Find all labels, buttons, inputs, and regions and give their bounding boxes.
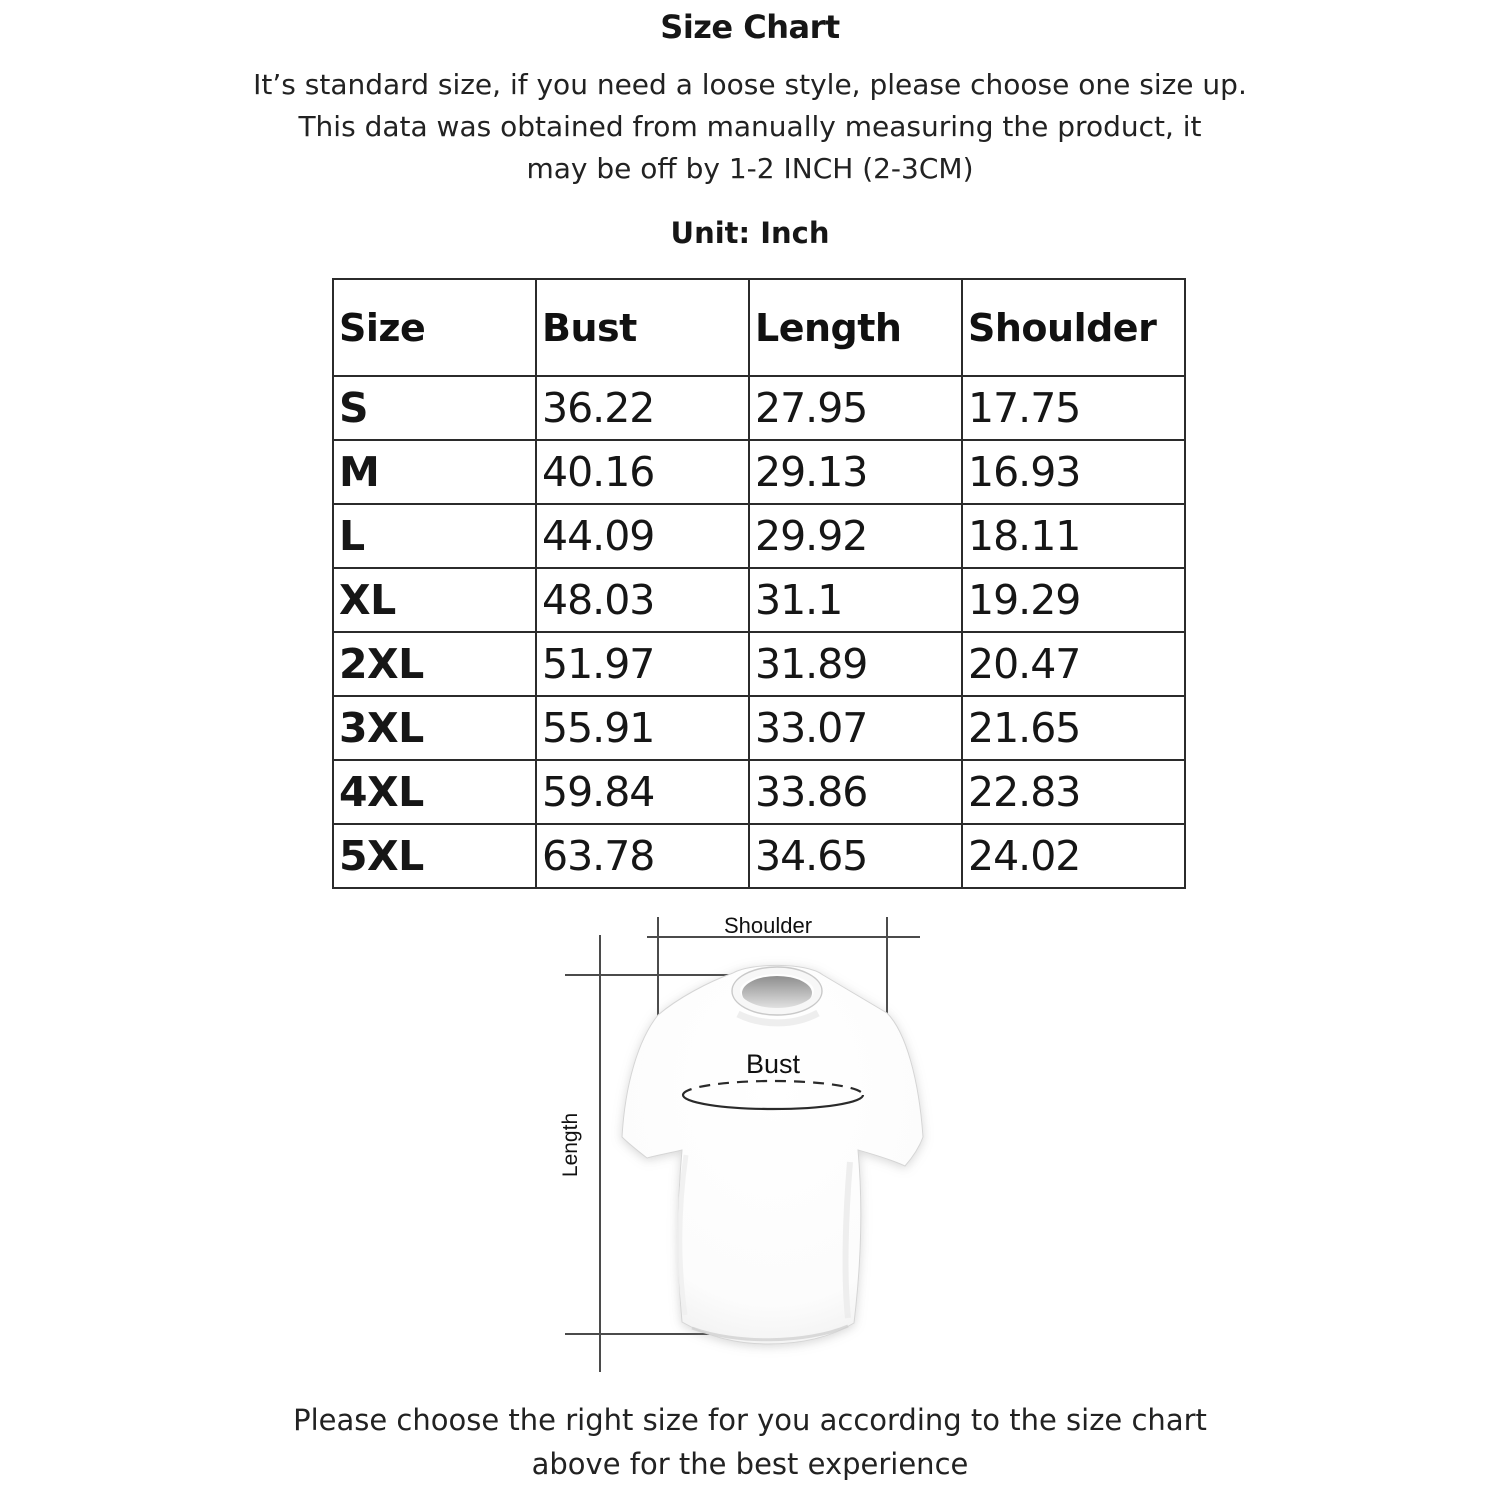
shoulder-cell: 24.02: [962, 824, 1185, 888]
size-cell: 5XL: [333, 824, 536, 888]
size-cell: 3XL: [333, 696, 536, 760]
table-row: [333, 440, 1185, 504]
size-note-line: It’s standard size, if you need a loose style, please choose one size up.: [253, 68, 1247, 101]
length-cell: 27.95: [749, 376, 962, 440]
length-cell: 29.92: [749, 504, 962, 568]
size-cell: 2XL: [333, 632, 536, 696]
bust-cell: 44.09: [536, 504, 749, 568]
bust-label: Bust: [745, 1049, 801, 1079]
footer-note-line: Please choose the right size for you according to the size chart: [293, 1403, 1207, 1437]
table-row: [333, 504, 1185, 568]
table-row: [333, 376, 1185, 440]
size-cell: M: [333, 440, 536, 504]
size-cell: XL: [333, 568, 536, 632]
unit-label: Unit: Inch: [670, 216, 830, 250]
shoulder-cell: 17.75: [962, 376, 1185, 440]
bust-cell: 48.03: [536, 568, 749, 632]
col-header-bust: Bust: [536, 279, 749, 376]
shoulder-cell: 18.11: [962, 504, 1185, 568]
length-cell: 34.65: [749, 824, 962, 888]
length-cell: 29.13: [749, 440, 962, 504]
size-note: [0, 64, 1500, 190]
length-cell: 33.07: [749, 696, 962, 760]
table-row: [333, 760, 1185, 824]
shoulder-cell: 22.83: [962, 760, 1185, 824]
size-cell: 4XL: [333, 760, 536, 824]
footer-note-line: above for the best experience: [531, 1447, 969, 1481]
shoulder-cell: 19.29: [962, 568, 1185, 632]
length-label: Length: [559, 1112, 582, 1178]
size-note-line: may be off by 1-2 INCH (2-3CM): [526, 152, 974, 185]
size-cell: L: [333, 504, 536, 568]
length-cell: 31.89: [749, 632, 962, 696]
shoulder-cell: 20.47: [962, 632, 1185, 696]
bust-cell: 63.78: [536, 824, 749, 888]
size-table: [332, 278, 1186, 889]
bust-cell: 40.16: [536, 440, 749, 504]
shoulder-label: Shoulder: [723, 913, 813, 938]
measurement-diagram: [550, 900, 1010, 1390]
col-header-shoulder: Shoulder: [962, 279, 1185, 376]
shoulder-cell: 21.65: [962, 696, 1185, 760]
table-row: [333, 824, 1185, 888]
table-row: [333, 632, 1185, 696]
table-header-row: [333, 279, 1185, 376]
size-note-line: This data was obtained from manually measuring the product, it: [298, 110, 1202, 143]
footer-note: [0, 1398, 1500, 1486]
bust-cell: 55.91: [536, 696, 749, 760]
length-cell: 31.1: [749, 568, 962, 632]
table-row: [333, 696, 1185, 760]
table-row: [333, 568, 1185, 632]
col-header-length: Length: [749, 279, 962, 376]
size-cell: S: [333, 376, 536, 440]
col-header-size: Size: [333, 279, 536, 376]
bust-cell: 36.22: [536, 376, 749, 440]
length-cell: 33.86: [749, 760, 962, 824]
shoulder-cell: 16.93: [962, 440, 1185, 504]
bust-cell: 59.84: [536, 760, 749, 824]
tshirt-illustration: [622, 965, 923, 1344]
page-title: Size Chart: [660, 8, 840, 46]
bust-cell: 51.97: [536, 632, 749, 696]
